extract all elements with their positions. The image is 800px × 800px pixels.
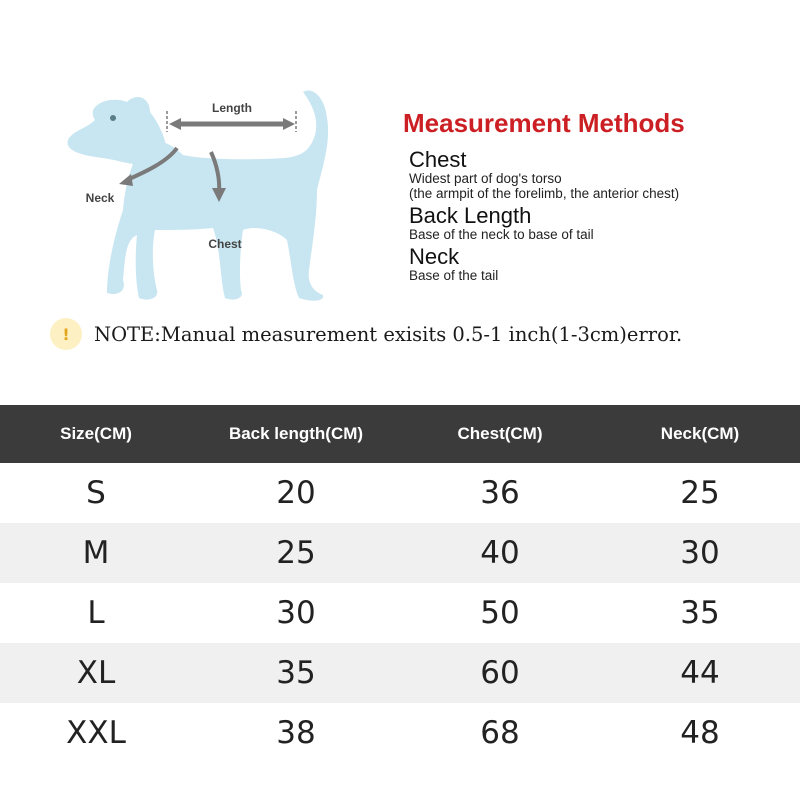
size-table	[0, 405, 800, 763]
cell-neck: 25	[680, 475, 720, 511]
method-description: Base of the neck to base of tail	[409, 227, 594, 242]
cell-neck: 44	[680, 655, 720, 691]
method-name: Chest	[409, 147, 467, 172]
chest-label: Chest	[208, 237, 242, 251]
table-row	[0, 703, 800, 763]
method-neck	[409, 246, 783, 283]
cell-back-length: 20	[276, 475, 316, 511]
cell-back-length: 30	[276, 595, 316, 631]
method-chest	[409, 149, 783, 201]
cell-chest: 68	[480, 715, 520, 751]
header-chest: Chest(CM)	[457, 424, 543, 443]
dog-diagram	[55, 80, 355, 310]
neck-label: Neck	[85, 191, 115, 205]
cell-chest: 50	[480, 595, 520, 631]
cell-size: XL	[76, 655, 116, 691]
method-name: Back Length	[409, 203, 532, 228]
method-description: Widest part of dog's torso	[409, 171, 562, 186]
cell-size: L	[87, 595, 105, 631]
header-back-length: Back length(CM)	[228, 424, 364, 443]
dog-measurement-illustration	[55, 80, 355, 310]
measurement-methods	[403, 108, 783, 287]
header-size: Size(CM)	[60, 424, 132, 443]
method-description: Base of the tail	[409, 268, 499, 283]
table-row	[0, 643, 800, 703]
measurement-section	[0, 0, 800, 395]
cell-size: M	[82, 535, 110, 571]
cell-neck: 35	[680, 595, 720, 631]
cell-neck: 48	[680, 715, 720, 751]
table-row	[0, 523, 800, 583]
method-back-length	[409, 205, 783, 242]
note	[50, 316, 682, 352]
table-row	[0, 583, 800, 643]
methods-title: Measurement Methods	[403, 108, 685, 138]
method-name: Neck	[409, 244, 460, 269]
cell-back-length: 25	[276, 535, 316, 571]
cell-back-length: 35	[276, 655, 316, 691]
exclamation-icon: !	[50, 318, 82, 350]
dog-eye	[110, 115, 116, 121]
cell-neck: 30	[680, 535, 720, 571]
length-label: Length	[212, 101, 252, 115]
cell-chest: 40	[480, 535, 520, 571]
cell-size: S	[86, 475, 106, 511]
cell-back-length: 38	[276, 715, 316, 751]
header-neck: Neck(CM)	[660, 424, 740, 443]
cell-size: XXL	[66, 715, 126, 751]
method-description-detail: (the armpit of the forelimb, the anterior chest)	[409, 186, 680, 201]
note-text: NOTE:Manual measurement exisits 0.5-1 inch(1-3cm)error.	[94, 322, 683, 346]
cell-chest: 36	[480, 475, 520, 511]
table-row	[0, 463, 800, 523]
table-header	[0, 405, 800, 463]
cell-chest: 60	[480, 655, 520, 691]
